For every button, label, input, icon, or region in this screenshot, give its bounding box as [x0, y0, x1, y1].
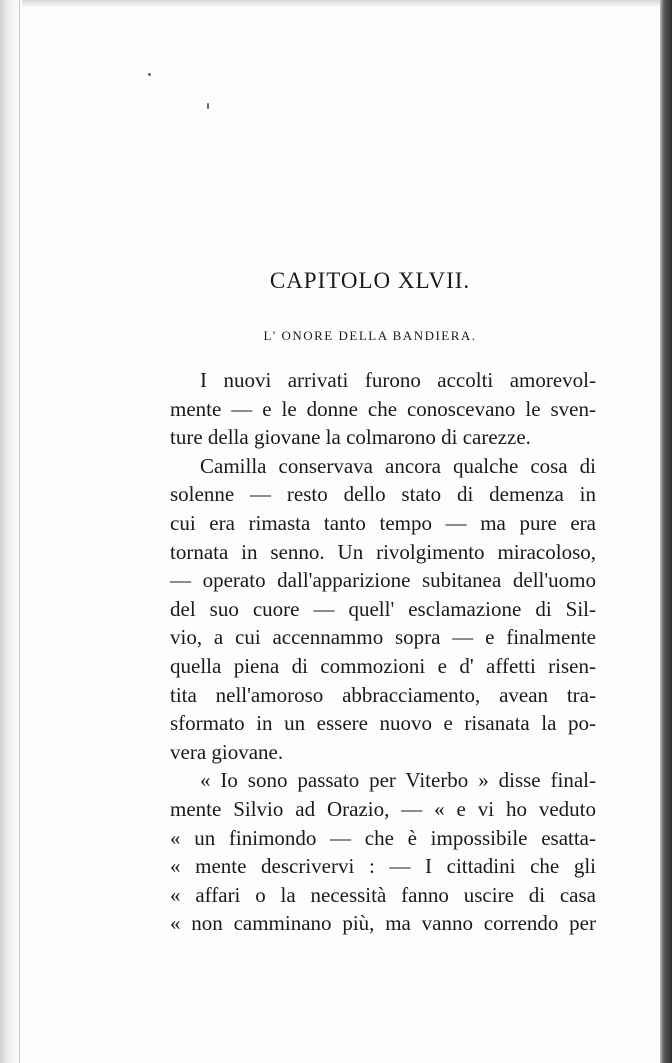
page-top-shadow	[0, 0, 672, 8]
text-line: Camilla conservava ancora qualche cosa di	[200, 453, 596, 478]
text-line: mente Silvio ad Orazio, — « e vi ho veduto	[170, 796, 596, 821]
body-text	[170, 366, 596, 938]
text-line: « un finimondo — che è impossibile esatta-	[170, 825, 596, 850]
text-line: mente — e le donne che conoscevano le sven-	[170, 396, 596, 421]
paper-speck	[148, 73, 151, 76]
text-line: tornata in senno. Un rivolgimento miracoloso,	[170, 539, 596, 564]
text-line: « affari o la necessità fanno uscire di casa	[170, 882, 596, 907]
text-line: tita nell'amoroso abbracciamento, avean tra-	[170, 682, 596, 707]
scan-right-border	[660, 0, 672, 1063]
paper-speck	[207, 103, 209, 109]
text-line: I nuovi arrivati furono accolti amorevol-	[200, 368, 596, 392]
text-line: « non camminano più, ma vanno correndo per	[170, 911, 596, 936]
text-line: quella piena di commozioni e d' affetti risen-	[170, 653, 596, 678]
chapter-title: CAPITOLO XLVII.	[269, 268, 471, 293]
text-line: vio, a cui accennammo sopra — e finalmente	[170, 625, 596, 650]
text-line: « Io sono passato per Viterbo » disse final-	[200, 768, 596, 793]
text-line: — operato dall'apparizione subitanea dell'uomo	[170, 568, 596, 593]
text-line: vera giovane.	[170, 739, 284, 764]
binding-line	[19, 0, 20, 1063]
text-line: del suo cuore — quell' esclamazione di Sil-	[170, 596, 596, 621]
text-line: sformato in un essere nuovo e risanata la po-	[170, 711, 596, 736]
chapter-subtitle: L' ONORE DELLA BANDIERA.	[263, 328, 477, 343]
text-line: « mente descrivervi : — I cittadini che gli	[170, 854, 596, 879]
text-line: cui era rimasta tanto tempo — ma pure era	[170, 510, 596, 535]
text-line: solenne — resto dello stato di demenza in	[170, 482, 596, 507]
text-line: ture della giovane la colmarono di carezze.	[170, 425, 531, 450]
